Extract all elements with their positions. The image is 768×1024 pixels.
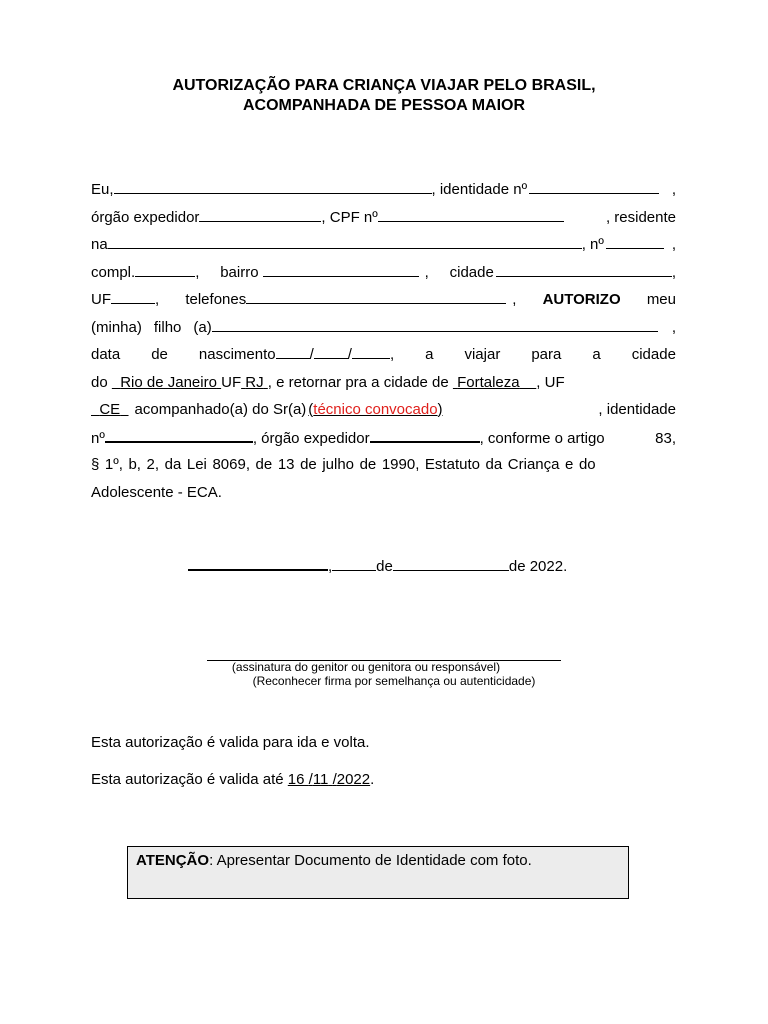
place-field[interactable] [188,552,328,571]
origin-uf: RJ [245,373,264,391]
attention-box [127,846,629,899]
address-field[interactable] [108,231,582,249]
birth-year-field[interactable] [352,341,390,359]
para-line-9: CE acompanhado(a) do Sr(a) (técnico convocado) , identidade [91,396,676,424]
document-title-line1: AUTORIZAÇÃO PARA CRIANÇA VIAJAR PELO BRASIL, [172,77,596,94]
child-name-field[interactable] [212,314,658,332]
companion-field: (técnico convocado) [308,401,443,418]
authorization-paragraph [91,176,676,506]
name-field[interactable] [114,176,432,194]
uf-field[interactable] [111,286,155,304]
day-field[interactable] [332,553,376,571]
complement-field[interactable] [135,259,195,277]
para-line-5: UF , telefones , AUTORIZO meu [91,286,676,314]
para-line-10: nº , órgão expedidor , conforme o artigo 83, [91,424,676,452]
validity-date: 16 /11 /2022 [287,771,371,788]
birth-day-field[interactable] [276,341,310,359]
signature-caption: (assinatura do genitor ou genitora ou responsável) [231,660,501,674]
phones-field[interactable] [246,286,506,304]
birth-month-field[interactable] [314,341,348,359]
date-line: , de de 2022. [188,552,567,575]
attention-text: : Apresentar Documento de Identidade com foto. [209,852,532,869]
origin-city: Rio de Janeiro [120,373,217,391]
city-field[interactable] [496,259,672,277]
companion-id-field[interactable] [105,424,253,443]
identity-number-field[interactable] [529,176,659,194]
issuing-agency-field[interactable] [199,204,321,222]
para-line-1: Eu, , identidade nº , [91,176,676,204]
companion-text: técnico convocado [313,401,438,418]
neighborhood-field[interactable] [263,259,419,277]
para-line-8: do Rio de Janeiro UF RJ , e retornar pra a cidade de Fortaleza , UF [91,373,565,391]
para-line-11: § 1º, b, 2, da Lei 8069, de 13 de julho de 1990, Estatuto da Criança e do [91,456,596,473]
notarization-caption: (Reconhecer firma por semelhança ou autenticidade) [252,674,536,688]
para-line-6: (minha) filho (a) , [91,314,676,342]
attention-label: ATENÇÃO [136,852,210,869]
para-line-12: Adolescente - ECA. [91,483,222,501]
validity-note: Esta autorização é valida para ida e volta. [91,734,370,751]
address-number-field[interactable] [606,231,664,249]
para-line-7: data de nascimento / / , a viajar para a cidade [91,341,676,369]
authorize-keyword: AUTORIZO [542,291,621,308]
destination-city: Fortaleza [457,373,520,391]
para-line-3: na , nº , [91,231,676,259]
companion-agency-field[interactable] [370,424,480,443]
month-field[interactable] [393,553,509,571]
para-line-4: compl. , bairro , cidade , [91,259,676,287]
document-title-line2: ACOMPANHADA DE PESSOA MAIOR [242,97,526,114]
destination-uf: CE [99,401,121,418]
para-line-2: órgão expedidor , CPF nº , residente [91,204,676,232]
validity-date-note: Esta autorização é valida até 16 /11 /2022. [91,771,375,788]
cpf-field[interactable] [378,204,564,222]
